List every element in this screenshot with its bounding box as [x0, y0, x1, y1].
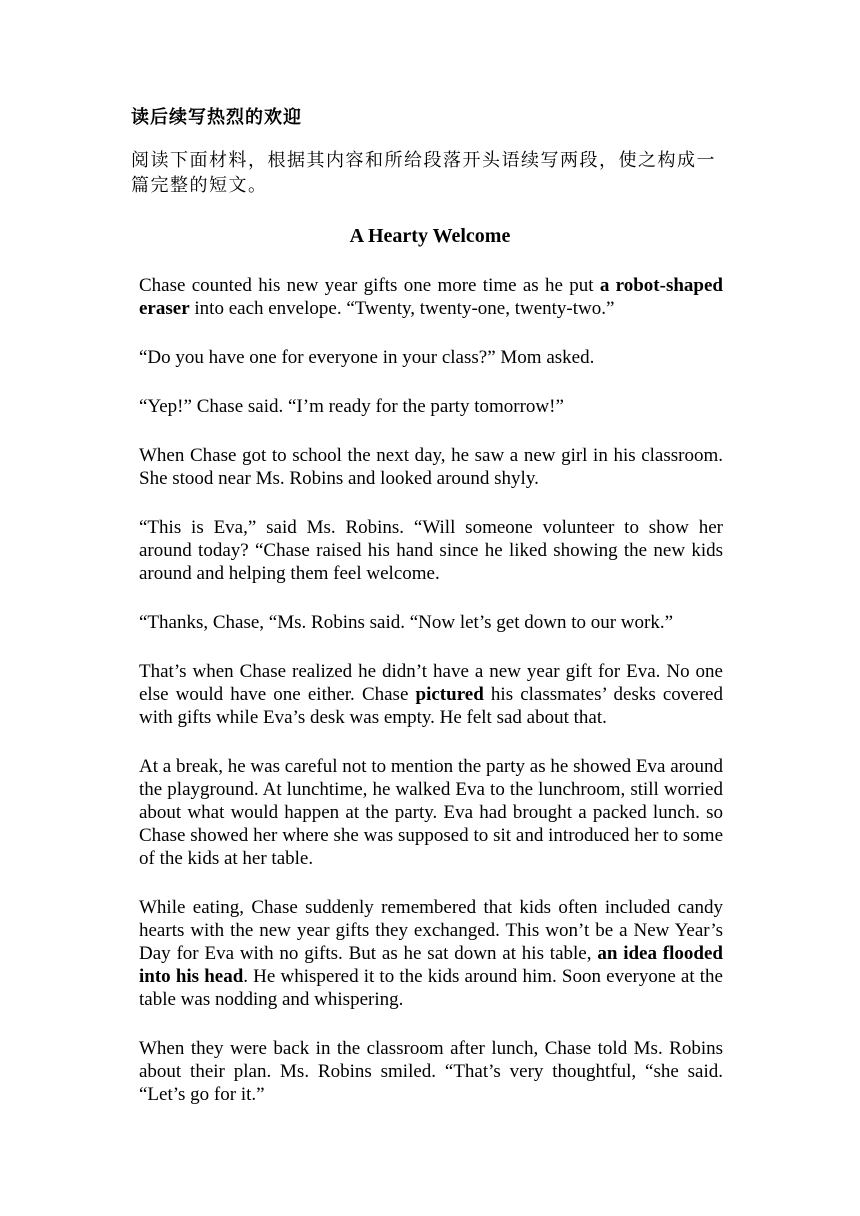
story-title: A Hearty Welcome — [349, 225, 511, 247]
story-paragraph-2: “Do you have one for everyone in your class?” Mom asked. — [139, 347, 595, 368]
paragraph-text: Chase counted his new year gifts one more time as he put — [139, 275, 600, 296]
story-paragraph-10: When they were back in the classroom after lunch, Chase told Ms. Robins about their plan. Ms. Robins smiled. “That’s very thoughtful, “she said. “Let’s go for it.” — [139, 1038, 723, 1105]
paragraph-text: While eating, Chase suddenly remembered that kids often included candy hearts with the new year gifts they exchanged. This won’t be a New Year’s Day for Eva with no gifts. But as he sat down at his table, — [139, 897, 723, 964]
story-paragraph-4: When Chase got to school the next day, he saw a new girl in his classroom. She stood near Ms. Robins and looked around shyly. — [139, 445, 723, 489]
bold-phrase: a robot-shaped eraser — [139, 275, 723, 319]
story-paragraph-6: “Thanks, Chase, “Ms. Robins said. “Now let’s get down to our work.” — [139, 612, 674, 633]
story-paragraph-3: “Yep!” Chase said. “I’m ready for the party tomorrow!” — [139, 396, 564, 417]
paragraph-text: into each envelope. “Twenty, twenty-one, twenty-two.” — [189, 298, 615, 319]
exercise-instruction: 阅读下面材料，根据其内容和所给段落开头语续写两段，使之构成一篇完整的短文。 — [131, 150, 716, 196]
story-body — [139, 274, 723, 1132]
paragraph-text: That’s when Chase realized he didn’t have a new year gift for Eva. No one else would have one either. Chase — [139, 661, 723, 705]
story-paragraph-9 — [139, 896, 723, 1011]
story-paragraph-5: “This is Eva,” said Ms. Robins. “Will someone volunteer to show her around today? “Chase raised his hand since he liked showing the new kids around and helping them feel welcome. — [139, 517, 723, 584]
bold-phrase: an idea flooded into his head — [139, 943, 723, 987]
paragraph-text: . He whispered it to the kids around him. Soon everyone at the table was nodding and whispering. — [139, 966, 723, 1010]
story-paragraph-8: At a break, he was careful not to mention the party as he showed Eva around the playground. At lunchtime, he walked Eva to the lunchroom, still worried about what would happen at the party. Eva had brought a packed lunch. so Chase showed her where she was supposed to sit and introduced her to some of the kids at her table. — [139, 756, 723, 869]
exercise-title: 读后续写热烈的欢迎 — [131, 107, 302, 128]
paragraph-text: his classmates’ desks covered with gifts while Eva’s desk was empty. He felt sad about that. — [139, 684, 723, 728]
bold-phrase: pictured — [415, 684, 484, 705]
story-paragraph-1 — [139, 274, 723, 320]
story-paragraph-7 — [139, 660, 723, 729]
